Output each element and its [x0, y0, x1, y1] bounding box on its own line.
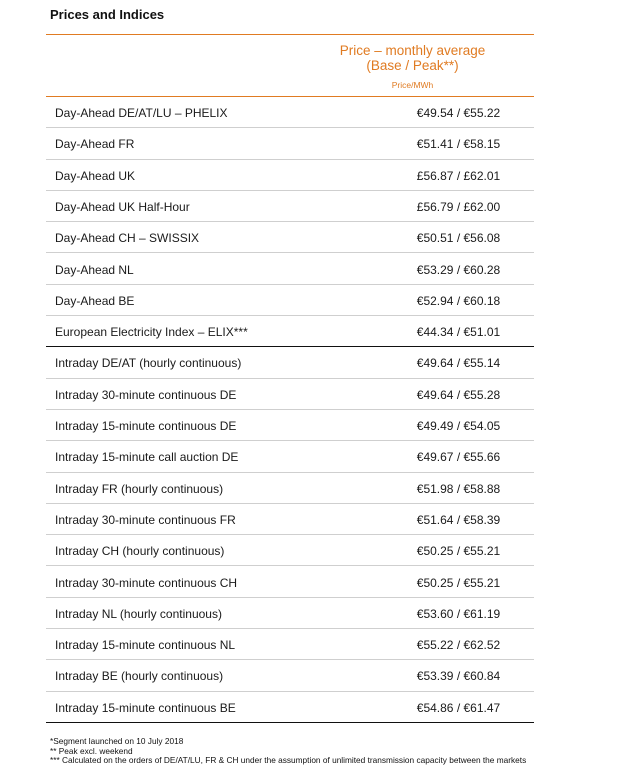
column-header-line1: Price – monthly average	[339, 43, 486, 58]
row-label: Intraday 30-minute continuous FR	[55, 512, 236, 527]
row-value: £56.87 / £62.01	[416, 168, 501, 183]
row-value: €49.49 / €54.05	[416, 419, 501, 433]
table-row	[46, 629, 534, 660]
table-row	[46, 191, 534, 222]
footnote: ** Peak excl. weekend	[50, 745, 133, 756]
column-header-line2: (Base / Peak**)	[366, 58, 459, 73]
header-top-rule	[46, 34, 534, 35]
row-label: Day-Ahead UK Half-Hour	[55, 199, 190, 214]
row-label: Day-Ahead FR	[55, 137, 135, 152]
table-row	[46, 160, 534, 191]
table-row	[46, 504, 534, 535]
row-value: €53.60 / €61.19	[416, 606, 501, 621]
row-value: €50.25 / €55.21	[416, 575, 501, 590]
table-row	[46, 410, 534, 441]
table-row	[46, 473, 534, 504]
row-label: Intraday 30-minute continuous DE	[55, 387, 237, 402]
row-value: €49.64 / €55.28	[416, 387, 501, 402]
table-row	[46, 567, 534, 598]
row-label: Intraday BE (hourly continuous)	[55, 669, 224, 684]
row-label: Intraday 15-minute continuous BE	[55, 700, 236, 715]
row-label: Day-Ahead UK	[55, 168, 136, 183]
row-label: Intraday FR (hourly continuous)	[55, 481, 224, 496]
table-row	[46, 316, 534, 347]
row-value: €53.29 / €60.28	[416, 262, 501, 277]
row-value: €49.67 / €55.66	[416, 450, 501, 465]
row-value: €50.51 / €56.08	[416, 231, 501, 246]
row-label: Intraday 15-minute continuous NL	[55, 638, 236, 653]
table-row	[46, 660, 534, 691]
column-header	[300, 43, 525, 73]
footnote: *** Calculated on the orders of DE/AT/LU, FR & CH under the assumption of unlimited transmission capacity between the markets	[50, 755, 527, 766]
table-row	[46, 222, 534, 253]
table-row	[46, 254, 534, 285]
row-label: Day-Ahead CH – SWISSIX	[55, 231, 200, 246]
row-label: Intraday 15-minute continuous DE	[55, 419, 237, 433]
row-label: Intraday 15-minute call auction DE	[55, 450, 239, 465]
table-row	[46, 379, 534, 410]
footnotes	[50, 737, 575, 766]
row-value: €53.39 / €60.84	[416, 669, 501, 684]
row-value: €50.25 / €55.21	[416, 544, 501, 559]
row-value: €55.22 / €62.52	[416, 638, 501, 653]
row-label: Intraday DE/AT (hourly continuous)	[55, 356, 242, 371]
row-label: Intraday 30-minute continuous CH	[55, 575, 238, 590]
table-row	[46, 598, 534, 629]
table-row	[46, 441, 534, 472]
row-value: €49.54 / €55.22	[416, 106, 501, 120]
row-label: Day-Ahead DE/AT/LU – PHELIX	[55, 106, 228, 120]
table-bottom-rule	[46, 722, 534, 723]
table-row	[46, 97, 534, 128]
row-value: €54.86 / €61.47	[416, 700, 501, 715]
row-value: €49.64 / €55.14	[416, 356, 501, 371]
row-value: €51.98 / €58.88	[416, 481, 501, 496]
row-label: Intraday CH (hourly continuous)	[55, 544, 225, 559]
page-title: Prices and Indices	[50, 7, 165, 22]
footnote: *Segment launched on 10 July 2018	[50, 736, 184, 746]
row-value: €51.41 / €58.15	[416, 137, 501, 152]
table-row	[46, 285, 534, 316]
table-row	[46, 535, 534, 566]
row-label: Day-Ahead BE	[55, 293, 135, 308]
row-value: £56.79 / £62.00	[416, 199, 501, 214]
row-value: €51.64 / €58.39	[416, 512, 501, 527]
table-row	[46, 692, 534, 723]
row-label: European Electricity Index – ELIX***	[55, 325, 248, 340]
column-header-unit: Price/MWh	[391, 80, 434, 90]
table-row	[46, 128, 534, 159]
row-label: Day-Ahead NL	[55, 262, 134, 277]
row-value: €52.94 / €60.18	[416, 293, 501, 308]
row-value: €44.34 / €51.01	[416, 325, 501, 340]
row-label: Intraday NL (hourly continuous)	[55, 606, 222, 621]
table-row	[46, 347, 534, 378]
